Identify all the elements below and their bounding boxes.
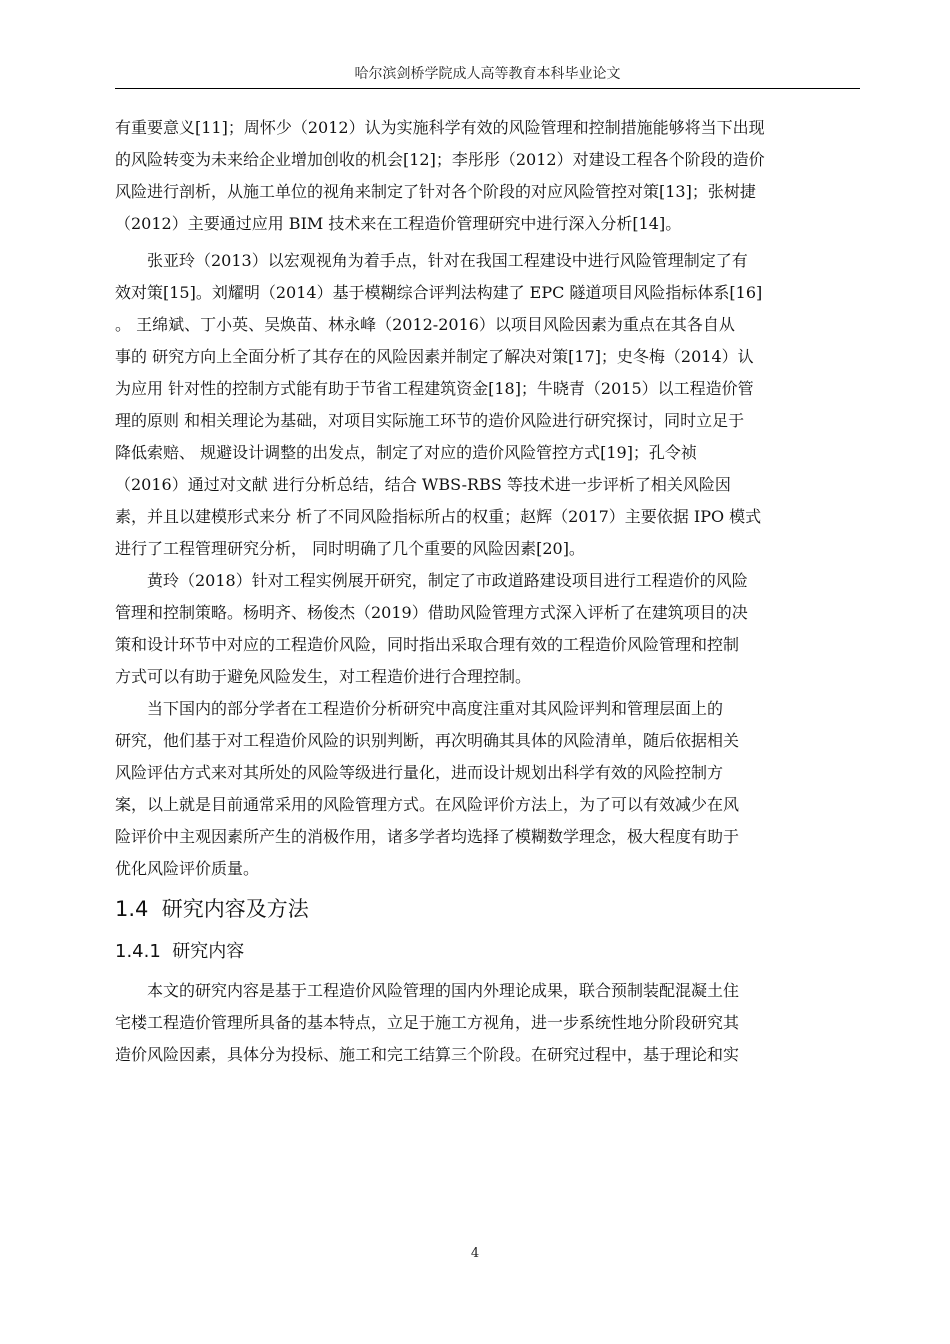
text-line: 当下国内的部分学者在工程造价分析研究中高度注重对其风险评判和管理层面上的 <box>115 699 724 718</box>
text-line: 案，以上就是目前通常采用的风险管理方式。在风险评价方法上，为了可以有效减少在风 <box>115 795 740 814</box>
text-line: （2016）通过对文献 进行分析总结，结合 WBS-RBS 等技术进一步评析了相关风险因 <box>115 475 731 494</box>
subsection-number: 1.4.1 <box>115 941 161 962</box>
text-line: 风险进行剖析，从施工单位的视角来制定了针对各个阶段的对应风险管控对策[13]；张树捷 <box>115 182 756 201</box>
text-line: （2012）主要通过应用 BIM 技术来在工程造价管理研究中进行深入分析[14]。 <box>115 214 682 233</box>
text-line: 事的 研究方向上全面分析了其存在的风险因素并制定了解决对策[17]；史冬梅（2014）认 <box>115 347 754 366</box>
text-line: 。 王绵斌、丁小英、吴焕苗、林永峰（2012-2016）以项目风险因素为重点在其各自从 <box>115 315 735 334</box>
text-line: 宅楼工程造价管理所具备的基本特点，立足于施工方视角，进一步系统性地分阶段研究其 <box>115 1013 740 1032</box>
section-number: 1.4 <box>115 897 149 921</box>
text-line: 优化风险评价质量。 <box>115 859 260 878</box>
text-line: 理的原则 和相关理论为基础，对项目实际施工环节的造价风险进行研究探讨，同时立足于 <box>115 411 745 430</box>
header-title: 哈尔滨剑桥学院成人高等教育本科毕业论文 <box>354 66 621 82</box>
document-body <box>115 112 860 1071</box>
paragraph-3 <box>115 565 860 693</box>
text-line: 方式可以有助于避免风险发生，对工程造价进行合理控制。 <box>115 667 532 686</box>
paragraph-4 <box>115 693 860 885</box>
text-line: 管理和控制策略。杨明齐、杨俊杰（2019）借助风险管理方式深入评析了在建筑项目的决 <box>115 603 748 622</box>
text-line: 有重要意义[11]；周怀少（2012）认为实施科学有效的风险管理和控制措施能够将当下出现 <box>115 118 765 137</box>
subsection-heading <box>115 933 860 971</box>
paragraph-5 <box>115 975 860 1071</box>
section-title: 研究内容及方法 <box>161 897 309 921</box>
text-line: 风险评估方式来对其所处的风险等级进行量化，进而设计规划出科学有效的风险控制方 <box>115 763 724 782</box>
section-heading <box>115 889 860 929</box>
text-line: 进行了工程管理研究分析， 同时明确了几个重要的风险因素[20]。 <box>115 539 585 558</box>
subsection-title: 研究内容 <box>172 941 245 962</box>
text-line: 的风险转变为未来给企业增加创收的机会[12]；李彤彤（2012）对建设工程各个阶段的造价 <box>115 150 765 169</box>
text-line: 降低索赔、 规避设计调整的出发点，制定了对应的造价风险管控方式[19]；孔令祯 <box>115 443 697 462</box>
text-line: 本文的研究内容是基于工程造价风险管理的国内外理论成果，联合预制装配混凝土住 <box>115 981 740 1000</box>
text-line: 张亚玲（2013）以宏观视角为着手点，针对在我国工程建设中进行风险管理制定了有 <box>115 251 748 270</box>
paragraph-1 <box>115 112 860 240</box>
text-line: 研究，他们基于对工程造价风险的识别判断，再次明确其具体的风险清单，随后依据相关 <box>115 731 740 750</box>
text-line: 黄玲（2018）针对工程实例展开研究，制定了市政道路建设项目进行工程造价的风险 <box>115 571 748 590</box>
page-header <box>115 60 860 89</box>
text-line: 险评价中主观因素所产生的消极作用，诸多学者均选择了模糊数学理念，极大程度有助于 <box>115 827 740 846</box>
text-line: 效对策[15]。刘耀明（2014）基于模糊综合评判法构建了 EPC 隧道项目风险指标体系[16] <box>115 283 763 302</box>
text-line: 为应用 针对性的控制方式能有助于节省工程建筑资金[18]；牛晓青（2015）以工程造价管 <box>115 379 754 398</box>
paragraph-2 <box>115 245 860 565</box>
text-line: 素，并且以建模形式来分 析了不同风险指标所占的权重；赵辉（2017）主要依据 IPO 模式 <box>115 507 762 526</box>
text-line: 造价风险因素，具体分为投标、施工和完工结算三个阶段。在研究过程中，基于理论和实 <box>115 1045 740 1064</box>
page-number: 4 <box>470 1246 480 1261</box>
text-line: 策和设计环节中对应的工程造价风险，同时指出采取合理有效的工程造价风险管理和控制 <box>115 635 740 654</box>
